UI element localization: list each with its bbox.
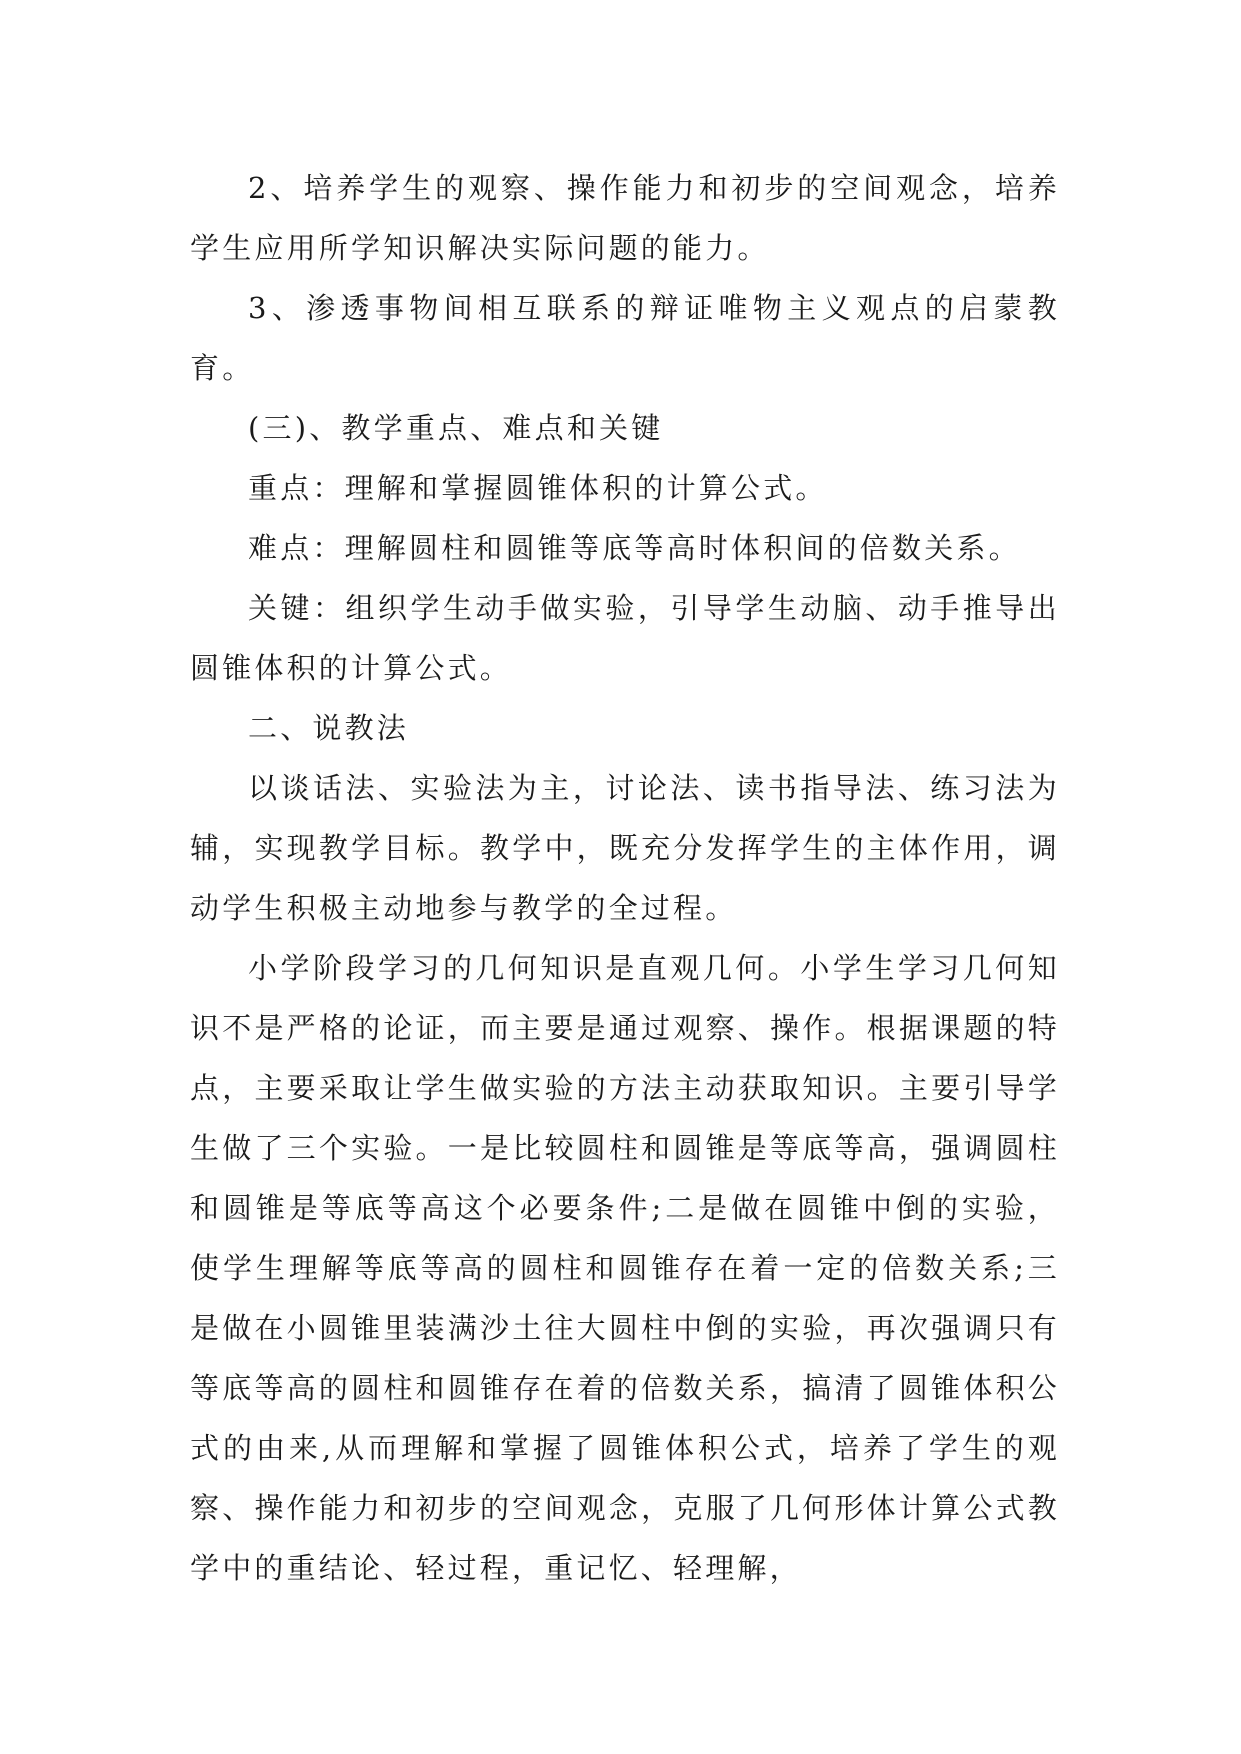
paragraph-objective-3: 3、渗透事物间相互联系的辩证唯物主义观点的启蒙教育。 (190, 291, 1060, 385)
section-heading-teaching-method: 二、说教法 (248, 711, 410, 745)
paragraph-focus: 重点：理解和掌握圆锥体积的计算公式。 (248, 471, 828, 505)
paragraph-geometry-experiments: 小学阶段学习的几何知识是直观几何。小学生学习几何知识不是严格的论证，而主要是通过观察、操作。根据课题的特点，主要采取让学生做实验的方法主动获取知识。主要引导学生做了三个实验。一是比较圆柱和圆锥是等底等高，强调圆柱和圆锥是等底等高这个必要条件;二是做在圆锥中倒的实验，使学生理解等底等高的圆柱和圆锥存在着一定的倍数关系;三是做在小圆锥里装满沙土往大圆柱中倒的实验，再次强调只有等底等高的圆柱和圆锥存在着的倍数关系，搞清了圆锥体积公式的由来,从而理解和掌握了圆锥体积公式，培养了学生的观察、操作能力和初步的空间观念，克服了几何形体计算公式教学中的重结论、轻过程，重记忆、轻理解， (190, 951, 1060, 1585)
paragraph-method-overview: 以谈话法、实验法为主，讨论法、读书指导法、练习法为辅，实现教学目标。教学中，既充分发挥学生的主体作用，调动学生积极主动地参与教学的全过程。 (190, 771, 1060, 925)
section-heading-key-points: (三)、教学重点、难点和关键 (248, 411, 664, 445)
paragraph-difficulty: 难点：理解圆柱和圆锥等底等高时体积间的倍数关系。 (248, 531, 1021, 565)
document-body (190, 158, 1060, 1598)
paragraph-key: 关键：组织学生动手做实验，引导学生动脑、动手推导出圆锥体积的计算公式。 (190, 591, 1060, 685)
paragraph-objective-2: 2、培养学生的观察、操作能力和初步的空间观念，培养学生应用所学知识解决实际问题的能力。 (190, 171, 1060, 265)
